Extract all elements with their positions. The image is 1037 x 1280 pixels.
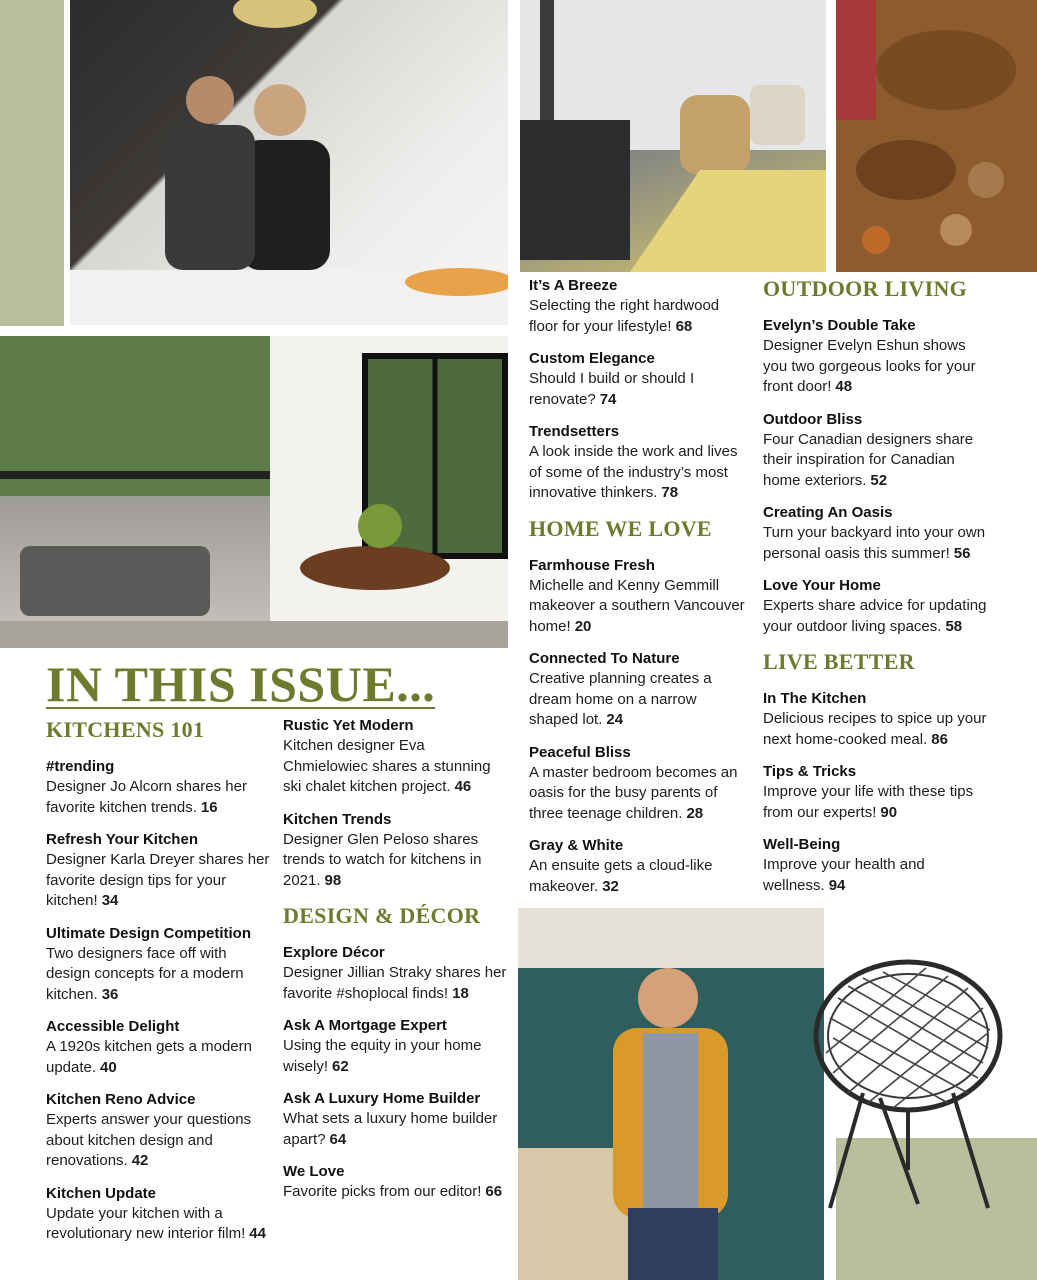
toc-entry[interactable] bbox=[763, 762, 988, 823]
entry-title: Custom Elegance bbox=[529, 350, 655, 367]
roast-chicken-photo bbox=[836, 0, 1037, 272]
entry-title: It’s A Breeze bbox=[529, 277, 618, 294]
entry-title: Kitchen Reno Advice bbox=[46, 1091, 196, 1108]
entry-description: Michelle and Kenny Gemmill makeover a southern Vancouver home! bbox=[529, 576, 745, 635]
entry-title: Kitchen Trends bbox=[283, 810, 392, 828]
entry-page-number: 66 bbox=[485, 1183, 503, 1200]
entry-page-number: 98 bbox=[324, 871, 342, 889]
entry-title: Accessible Delight bbox=[46, 1018, 180, 1035]
entry-page-number: 44 bbox=[249, 1225, 266, 1242]
living-room-shapes bbox=[0, 336, 508, 648]
entry-description: Designer Jillian Straky shares her favorite #shoplocal finds! bbox=[283, 964, 507, 1002]
entry-page-number: 62 bbox=[332, 1057, 349, 1075]
toc-column-2 bbox=[283, 716, 508, 1215]
patio-photo bbox=[520, 0, 826, 272]
entry-page-number: 32 bbox=[602, 877, 619, 895]
kitchen-photo-shapes bbox=[70, 0, 508, 325]
man-in-vest-photo bbox=[518, 908, 824, 1280]
entry-title: Ask A Mortgage Expert bbox=[283, 1017, 447, 1034]
entry-page-number: 34 bbox=[101, 892, 119, 909]
toc-entry[interactable] bbox=[529, 349, 749, 410]
living-room-photo bbox=[0, 336, 508, 648]
entry-title: Well-Being bbox=[763, 836, 841, 853]
chair-image bbox=[808, 958, 1008, 1218]
section-heading: LIVE BETTER bbox=[763, 649, 915, 674]
toc-entry[interactable] bbox=[46, 757, 271, 818]
entry-page-number: 58 bbox=[945, 617, 963, 635]
toc-entry[interactable] bbox=[283, 716, 508, 798]
toc-entry[interactable] bbox=[763, 576, 988, 637]
entry-description: Experts answer your questions about kitchen design and renovations. bbox=[46, 1111, 252, 1169]
toc-entry[interactable] bbox=[46, 830, 271, 912]
entry-page-number: 48 bbox=[835, 378, 853, 395]
entry-description: Experts share advice for updating your outdoor living spaces. bbox=[763, 597, 987, 635]
toc-entry[interactable] bbox=[283, 1016, 508, 1077]
patio-shapes bbox=[520, 0, 826, 272]
toc-entry[interactable] bbox=[763, 835, 988, 896]
entry-title: Explore Décor bbox=[283, 944, 385, 961]
toc-entry[interactable] bbox=[529, 556, 749, 638]
entry-description: Selecting the right hardwood floor for your lifestyle! bbox=[529, 297, 720, 335]
entry-description: Four Canadian designers share their inspiration for Canadian home exteriors. bbox=[763, 430, 974, 489]
entry-page-number: 18 bbox=[452, 984, 469, 1002]
toc-column-4 bbox=[763, 276, 988, 908]
entry-description: Creative planning creates a dream home on a narrow shaped lot. bbox=[529, 670, 712, 728]
entry-title: Love Your Home bbox=[763, 577, 881, 594]
toc-entry[interactable] bbox=[46, 1090, 271, 1172]
entry-title: Creating An Oasis bbox=[763, 504, 893, 521]
kitchen-couple-photo bbox=[70, 0, 508, 325]
portrait-shapes bbox=[518, 908, 824, 1280]
entry-page-number: 90 bbox=[880, 803, 898, 821]
entry-title: Farmhouse Fresh bbox=[529, 556, 655, 574]
toc-section-live-better bbox=[763, 649, 988, 896]
entry-title: Evelyn’s Double Take bbox=[763, 317, 916, 334]
entry-page-number: 46 bbox=[454, 778, 472, 795]
toc-entry[interactable] bbox=[46, 1017, 271, 1078]
entry-description: Designer Karla Dreyer shares her favorite design tips for your kitchen! bbox=[46, 851, 270, 909]
chair-illustration bbox=[808, 958, 1008, 1218]
entry-description: Using the equity in your home wisely! bbox=[283, 1037, 482, 1075]
entry-page-number: 42 bbox=[131, 1152, 149, 1169]
entry-description: Favorite picks from our editor! bbox=[283, 1183, 482, 1200]
entry-description: Designer Glen Peloso shares trends to watch for kitchens in 2021. bbox=[283, 830, 482, 889]
entry-description: Improve your health and wellness. bbox=[763, 856, 925, 894]
entry-page-number: 56 bbox=[953, 544, 971, 562]
toc-section-home-cont bbox=[529, 276, 749, 504]
entry-page-number: 68 bbox=[675, 317, 693, 335]
section-heading: HOME WE LOVE bbox=[529, 515, 712, 541]
entry-title: Trendsetters bbox=[529, 423, 620, 440]
entry-description: Should I build or should I renovate? bbox=[529, 370, 695, 408]
entry-description: What sets a luxury home builder apart? bbox=[283, 1110, 498, 1148]
entry-title: #trending bbox=[46, 758, 115, 775]
toc-entry[interactable] bbox=[529, 743, 749, 825]
left-color-block bbox=[0, 0, 64, 326]
entry-description: Update your kitchen with a revolutionary new interior film! bbox=[46, 1204, 246, 1242]
entry-description: A look inside the work and lives of some of the industry’s most innovative thinkers. bbox=[529, 443, 738, 501]
toc-section-design-decor bbox=[283, 903, 508, 1203]
entry-page-number: 28 bbox=[686, 804, 704, 822]
toc-section-kitchens-cont bbox=[283, 716, 508, 891]
toc-entry[interactable] bbox=[529, 422, 749, 504]
section-heading: KITCHENS 101 bbox=[46, 717, 205, 742]
entry-title: Outdoor Bliss bbox=[763, 410, 863, 428]
toc-entry[interactable] bbox=[763, 503, 988, 564]
entry-title: Rustic Yet Modern bbox=[283, 717, 414, 734]
entry-title: Tips & Tricks bbox=[763, 763, 857, 780]
toc-entry[interactable] bbox=[529, 276, 749, 337]
entry-page-number: 36 bbox=[101, 985, 119, 1003]
entry-title: We Love bbox=[283, 1163, 345, 1180]
toc-entry[interactable] bbox=[763, 316, 988, 398]
toc-entry[interactable] bbox=[529, 649, 749, 731]
toc-section-home-we-love bbox=[529, 516, 749, 898]
entry-description: A master bedroom becomes an oasis for the busy parents of three teenage children. bbox=[529, 763, 738, 822]
entry-title: Ask A Luxury Home Builder bbox=[283, 1090, 481, 1107]
entry-title: Gray & White bbox=[529, 837, 624, 854]
entry-title: Refresh Your Kitchen bbox=[46, 831, 198, 848]
entry-description: Turn your backyard into your own personal oasis this summer! bbox=[763, 524, 986, 562]
entry-title: Ultimate Design Competition bbox=[46, 924, 252, 942]
section-heading: OUTDOOR LIVING bbox=[763, 276, 968, 301]
entry-page-number: 40 bbox=[100, 1058, 117, 1076]
entry-page-number: 24 bbox=[606, 711, 624, 728]
toc-entry[interactable] bbox=[283, 1162, 508, 1203]
entry-page-number: 16 bbox=[200, 798, 218, 816]
toc-section-outdoor-living bbox=[763, 276, 988, 637]
entry-title: Kitchen Update bbox=[46, 1184, 157, 1202]
toc-entry[interactable] bbox=[283, 810, 508, 892]
entry-page-number: 86 bbox=[931, 730, 948, 748]
entry-description: An ensuite gets a cloud-like makeover. bbox=[529, 857, 713, 895]
entry-description: Two designers face off with design concepts for a modern kitchen. bbox=[46, 944, 244, 1003]
entry-title: Connected To Nature bbox=[529, 650, 680, 667]
toc-column-1 bbox=[46, 717, 271, 1257]
entry-description: Designer Jo Alcorn shares her favorite kitchen trends. bbox=[46, 778, 247, 816]
section-heading: DESIGN & DÉCOR bbox=[283, 903, 481, 928]
food-shapes bbox=[836, 0, 1037, 272]
entry-description: Kitchen designer Eva Chmielowiec shares a stunning ski chalet kitchen project. bbox=[283, 737, 491, 795]
entry-description: A 1920s kitchen gets a modern update. bbox=[46, 1038, 252, 1076]
toc-entry[interactable] bbox=[46, 924, 271, 1006]
entry-title: Peaceful Bliss bbox=[529, 743, 631, 761]
entry-description: Improve your life with these tips from our experts! bbox=[763, 783, 974, 821]
entry-title: In The Kitchen bbox=[763, 690, 867, 707]
entry-page-number: 52 bbox=[870, 471, 888, 489]
entry-page-number: 74 bbox=[599, 390, 617, 408]
toc-entry[interactable] bbox=[763, 410, 988, 492]
entry-description: Designer Evelyn Eshun shows you two gorgeous looks for your front door! bbox=[763, 337, 976, 395]
toc-entry[interactable] bbox=[46, 1184, 271, 1245]
toc-entry[interactable] bbox=[283, 943, 508, 1004]
entry-page-number: 20 bbox=[574, 617, 592, 635]
entry-page-number: 64 bbox=[329, 1130, 347, 1148]
page-title: IN THIS ISSUE... bbox=[46, 656, 436, 712]
toc-column-3 bbox=[529, 276, 749, 909]
toc-entry[interactable] bbox=[529, 836, 749, 897]
toc-entry[interactable] bbox=[283, 1089, 508, 1150]
entry-page-number: 94 bbox=[828, 876, 846, 894]
toc-section-kitchens bbox=[46, 717, 271, 1245]
entry-description: Delicious recipes to spice up your next home-cooked meal. bbox=[763, 710, 987, 748]
entry-page-number: 78 bbox=[661, 484, 679, 501]
toc-entry[interactable] bbox=[763, 689, 988, 750]
